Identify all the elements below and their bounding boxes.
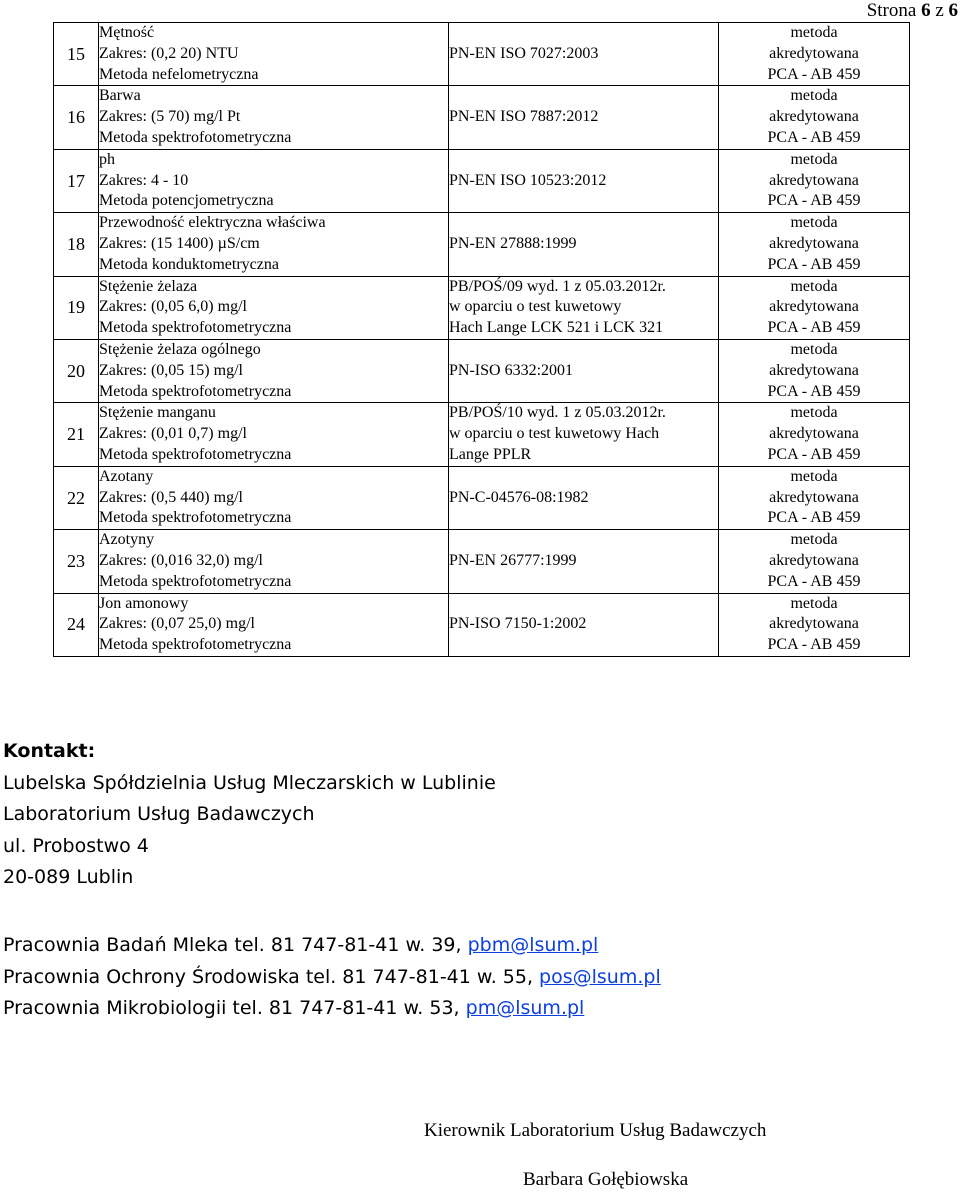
parameter-cell — [99, 466, 449, 529]
standard-line: PN-ISO 6332:2001 — [449, 361, 574, 379]
row-number: 19 — [54, 276, 99, 339]
row-number: 23 — [54, 530, 99, 593]
accreditation-line: akredytowana — [769, 108, 859, 126]
accreditation-cell — [719, 530, 910, 593]
accreditation-cell — [719, 466, 910, 529]
accreditation-cell — [719, 86, 910, 149]
parameter-line: Zakres: (5 70) mg/l Pt — [99, 108, 241, 126]
standard-cell — [449, 339, 719, 402]
page-sep: z — [935, 0, 944, 21]
parameter-line: Metoda spektrofotometryczna — [99, 572, 292, 590]
parameter-cell — [99, 213, 449, 276]
accreditation-cell — [719, 149, 910, 212]
parameter-line: Zakres: (0,07 25,0) mg/l — [99, 615, 255, 633]
parameter-line: Azotyny — [99, 531, 155, 549]
accreditation-cell — [719, 339, 910, 402]
accreditation-line: akredytowana — [769, 234, 859, 252]
accreditation-line: akredytowana — [769, 488, 859, 506]
standard-cell — [449, 276, 719, 339]
parameter-line: Metoda spektrofotometryczna — [99, 445, 292, 463]
accreditation-line: metoda — [790, 87, 838, 105]
accreditation-line: PCA - AB 459 — [767, 192, 861, 210]
accreditation-line: akredytowana — [769, 425, 859, 443]
standard-line: PN-EN ISO 7887:2012 — [449, 108, 599, 126]
parameter-cell — [99, 339, 449, 402]
contact-lab-name: Laboratorium Usług Badawczych — [3, 803, 315, 825]
contact-company: Lubelska Spółdzielnia Usług Mleczarskich w Lublinie — [3, 771, 496, 794]
page-prefix: Strona — [866, 0, 917, 21]
standard-line: PN-EN ISO 10523:2012 — [449, 171, 607, 189]
row-number: 24 — [54, 593, 99, 656]
parameter-line: Stężenie żelaza ogólnego — [99, 340, 261, 358]
methods-table-body — [54, 23, 910, 657]
row-number: 15 — [54, 23, 99, 86]
accreditation-line: metoda — [790, 404, 838, 422]
parameter-cell — [99, 403, 449, 466]
standard-cell — [449, 466, 719, 529]
lab-contact-text: Pracownia Badań Mleka tel. 81 747-81-41 w. 39, — [3, 934, 462, 956]
accreditation-line: PCA - AB 459 — [767, 65, 861, 83]
contact-street: ul. Probostwo 4 — [3, 834, 149, 857]
standard-line: PN-EN ISO 7027:2003 — [449, 44, 599, 62]
parameter-cell — [99, 23, 449, 86]
parameter-line: Zakres: (0,01 0,7) mg/l — [99, 425, 247, 443]
accreditation-line: akredytowana — [769, 44, 859, 62]
standard-line: PB/POŚ/10 wyd. 1 z 05.03.2012r. — [449, 404, 666, 422]
parameter-line: Zakres: 4 - 10 — [99, 171, 189, 189]
standard-line: PN-ISO 7150-1:2002 — [449, 615, 587, 633]
standard-cell — [449, 593, 719, 656]
standard-cell — [449, 403, 719, 466]
contact-heading: Kontakt: — [3, 740, 96, 762]
accreditation-line: akredytowana — [769, 171, 859, 189]
parameter-cell — [99, 593, 449, 656]
table-row — [54, 403, 910, 466]
methods-table — [53, 22, 910, 657]
table-row — [54, 530, 910, 593]
accreditation-cell — [719, 213, 910, 276]
parameter-line: Zakres: (0,05 6,0) mg/l — [99, 298, 247, 316]
standard-line: Hach Lange LCK 521 i LCK 321 — [449, 319, 664, 337]
accreditation-cell — [719, 23, 910, 86]
parameter-line: Metoda spektrofotometryczna — [99, 636, 292, 654]
parameter-line: Zakres: (0,05 15) mg/l — [99, 361, 243, 379]
accreditation-cell — [719, 593, 910, 656]
parameter-line: Jon amonowy — [99, 594, 189, 612]
accreditation-line: PCA - AB 459 — [767, 255, 861, 273]
parameter-line: Przewodność elektryczna właściwa — [99, 214, 326, 232]
parameter-cell — [99, 86, 449, 149]
accreditation-line: PCA - AB 459 — [767, 319, 861, 337]
accreditation-line: metoda — [790, 150, 838, 168]
standard-line: w oparciu o test kuwetowy — [449, 298, 622, 316]
contact-city: 20-089 Lublin — [3, 866, 134, 888]
standard-line: PB/POŚ/09 wyd. 1 z 05.03.2012r. — [449, 277, 666, 295]
accreditation-line: PCA - AB 459 — [767, 128, 861, 146]
parameter-line: Zakres: (0,5 440) mg/l — [99, 488, 243, 506]
parameter-cell — [99, 276, 449, 339]
lab-contact-text: Pracownia Ochrony Środowiska tel. 81 747-81-41 w. 55, — [3, 965, 533, 988]
page-total: 6 — [948, 0, 958, 21]
parameter-line: ph — [99, 150, 115, 168]
parameter-line: Metoda potencjometryczna — [99, 192, 274, 210]
parameter-line: Metoda spektrofotometryczna — [99, 382, 292, 400]
standard-line: Lange PPLR — [449, 445, 532, 463]
page-current: 6 — [921, 0, 931, 21]
accreditation-line: akredytowana — [769, 615, 859, 633]
parameter-cell — [99, 530, 449, 593]
accreditation-line: metoda — [790, 594, 838, 612]
accreditation-line: metoda — [790, 467, 838, 485]
table-row — [54, 149, 910, 212]
standard-cell — [449, 86, 719, 149]
standard-cell — [449, 149, 719, 212]
table-row — [54, 213, 910, 276]
contact-block — [3, 736, 496, 894]
parameter-line: Zakres: (0,2 20) NTU — [99, 44, 239, 62]
accreditation-line: PCA - AB 459 — [767, 636, 861, 654]
accreditation-line: metoda — [790, 277, 838, 295]
parameter-line: Mętność — [99, 24, 155, 41]
parameter-line: Zakres: (15 1400) µS/cm — [99, 234, 260, 252]
row-number: 18 — [54, 213, 99, 276]
table-row — [54, 276, 910, 339]
standard-line: PN-C-04576-08:1982 — [449, 488, 589, 506]
parameter-line: Barwa — [99, 87, 141, 105]
parameter-line: Metoda konduktometryczna — [99, 255, 279, 273]
accreditation-line: akredytowana — [769, 551, 859, 569]
signature-block — [424, 1120, 766, 1191]
accreditation-line: metoda — [790, 340, 838, 358]
lab-contact-microbiology — [3, 993, 661, 1025]
lab-contact-environment — [3, 962, 661, 994]
parameter-line: Stężenie żelaza — [99, 277, 198, 295]
table-row — [54, 86, 910, 149]
parameter-cell — [99, 149, 449, 212]
standard-line: PN-EN 26777:1999 — [449, 551, 577, 569]
page-number — [867, 0, 958, 22]
parameter-line: Stężenie manganu — [99, 404, 216, 422]
lab-contact-text: Pracownia Mikrobiologii tel. 81 747-81-41 w. 53, — [3, 997, 460, 1019]
table-row — [54, 593, 910, 656]
row-number: 21 — [54, 403, 99, 466]
accreditation-line: PCA - AB 459 — [767, 445, 861, 463]
lab-contact-milk — [3, 930, 661, 962]
email-link-pbm[interactable]: pbm@lsum.pl — [467, 934, 599, 956]
row-number: 17 — [54, 149, 99, 212]
standard-cell — [449, 213, 719, 276]
standard-cell — [449, 23, 719, 86]
accreditation-line: PCA - AB 459 — [767, 382, 861, 400]
accreditation-line: akredytowana — [769, 298, 859, 316]
lab-contacts — [3, 930, 661, 1025]
accreditation-line: metoda — [790, 214, 838, 232]
accreditation-line: metoda — [790, 24, 838, 41]
parameter-line: Metoda spektrofotometryczna — [99, 319, 292, 337]
row-number: 16 — [54, 86, 99, 149]
standard-line: PN-EN 27888:1999 — [449, 234, 577, 252]
row-number: 20 — [54, 339, 99, 402]
accreditation-cell — [719, 403, 910, 466]
parameter-line: Zakres: (0,016 32,0) mg/l — [99, 551, 263, 569]
accreditation-line: PCA - AB 459 — [767, 509, 861, 527]
signature-name: Barbara Gołębiowska — [523, 1169, 689, 1190]
accreditation-line: metoda — [790, 531, 838, 549]
parameter-line: Metoda nefelometryczna — [99, 65, 259, 83]
parameter-line: Metoda spektrofotometryczna — [99, 128, 292, 146]
parameter-line: Metoda spektrofotometryczna — [99, 509, 292, 527]
standard-line: w oparciu o test kuwetowy Hach — [449, 425, 660, 443]
table-row — [54, 339, 910, 402]
table-row — [54, 466, 910, 529]
accreditation-line: akredytowana — [769, 361, 859, 379]
standard-cell — [449, 530, 719, 593]
signature-title: Kierownik Laboratorium Usług Badawczych — [424, 1120, 767, 1141]
parameter-line: Azotany — [99, 467, 154, 485]
email-link-pm[interactable]: pm@lsum.pl — [465, 997, 585, 1019]
accreditation-cell — [719, 276, 910, 339]
row-number: 22 — [54, 466, 99, 529]
table-row — [54, 23, 910, 86]
accreditation-line: PCA - AB 459 — [767, 572, 861, 590]
email-link-pos[interactable]: pos@lsum.pl — [539, 965, 661, 988]
